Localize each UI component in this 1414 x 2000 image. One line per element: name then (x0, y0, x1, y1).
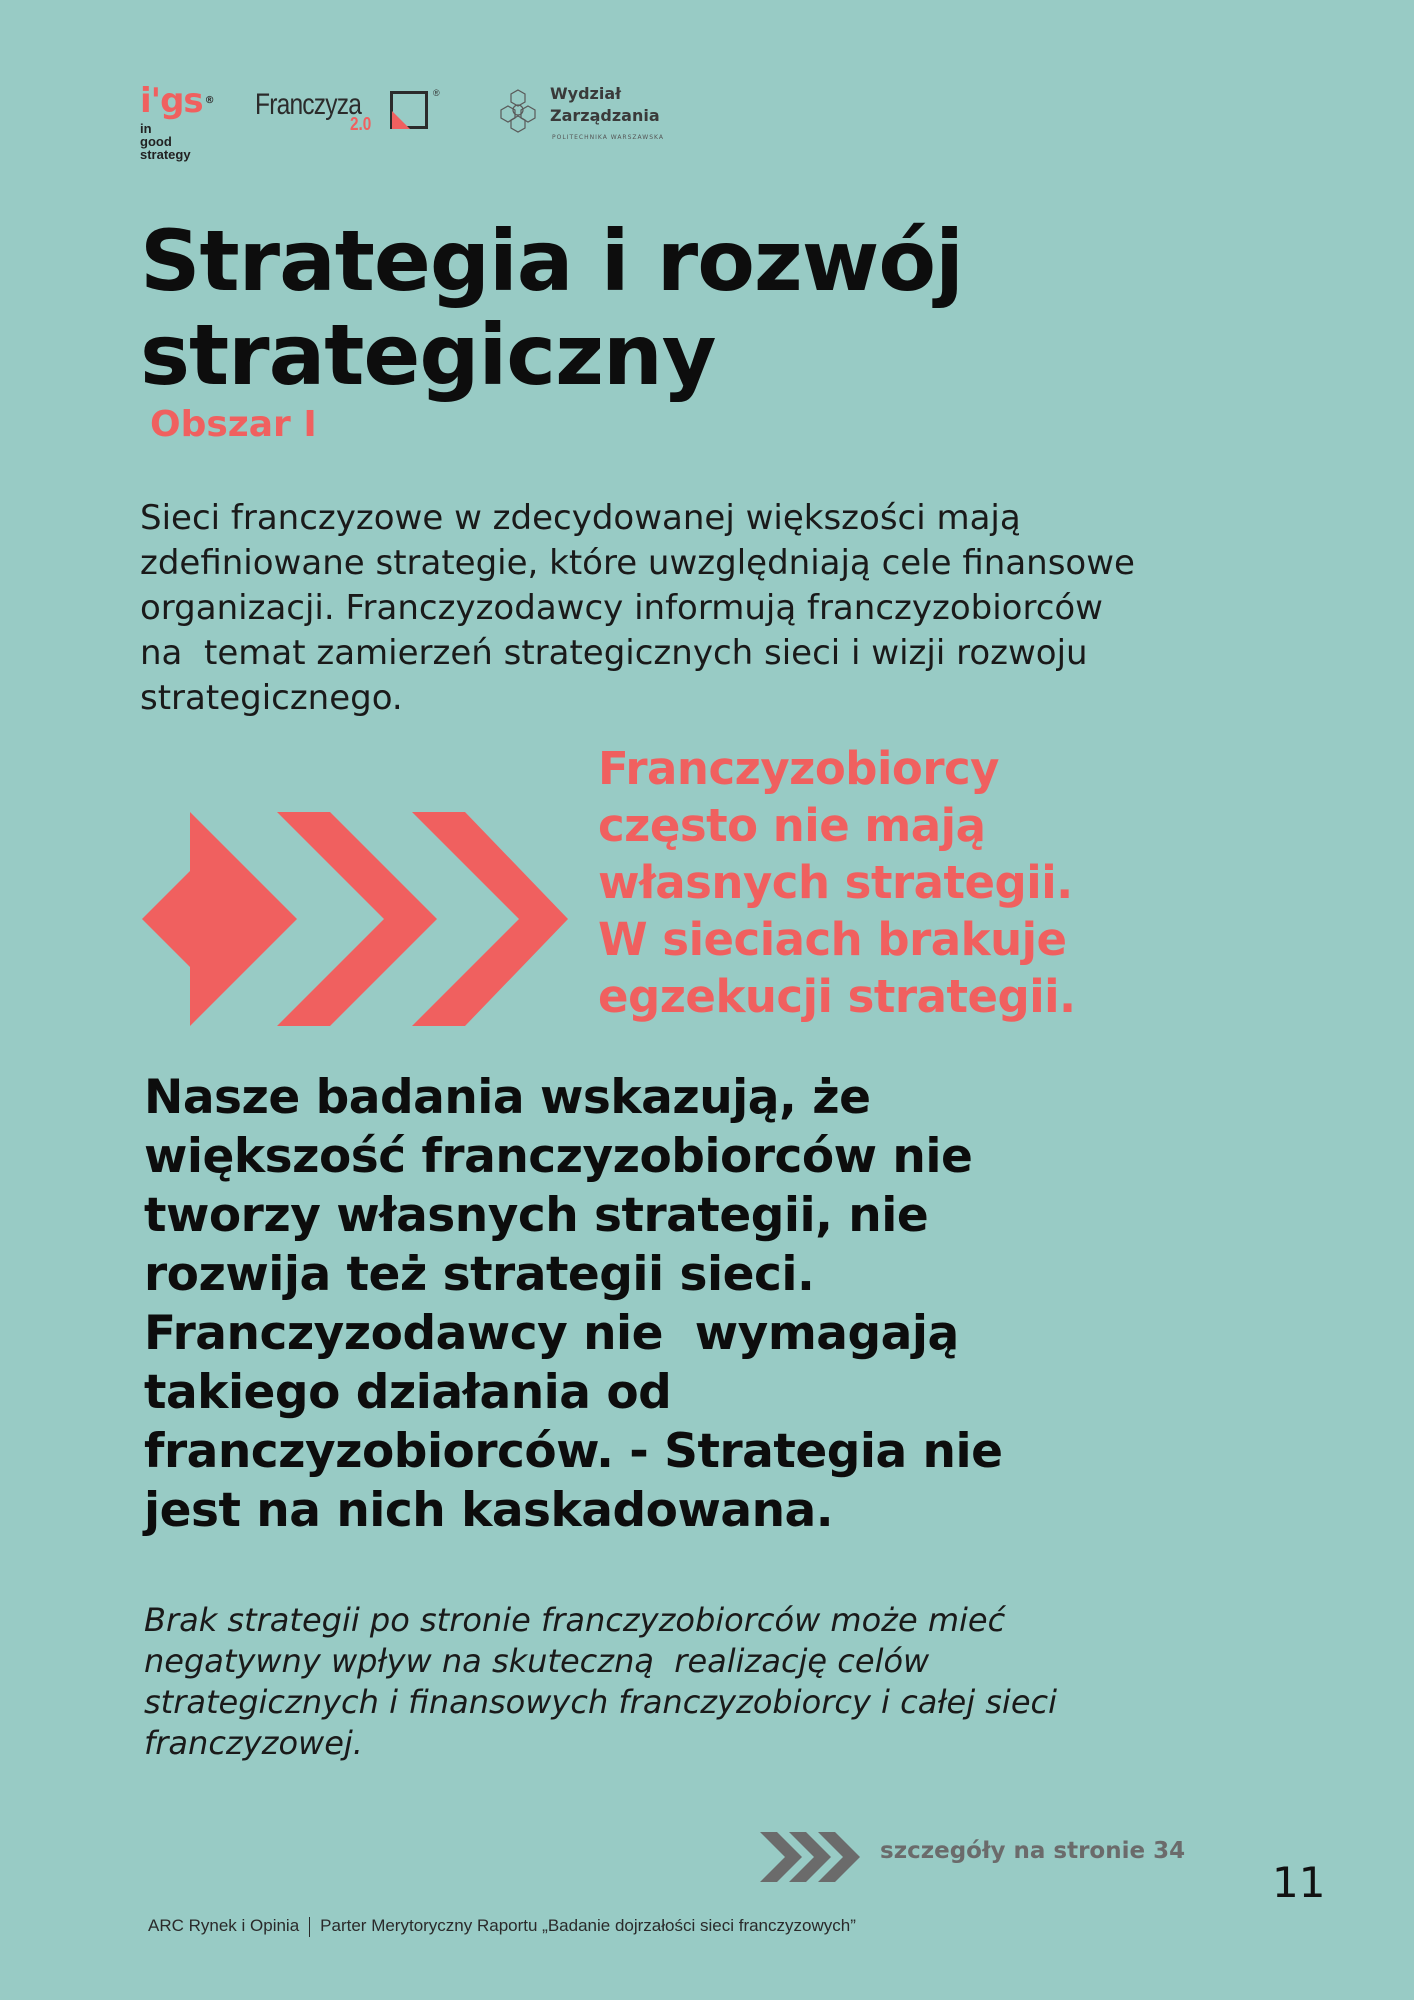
statement-line: rozwija też strategii sieci. (144, 1247, 815, 1302)
intro-line: zdefiniowane strategie, które uwzględniają cele finansowe (140, 543, 1135, 583)
franczyza-logo-version: 2.0 (350, 114, 372, 134)
chevron-right-icon (277, 812, 437, 1026)
highlight-line: W sieciach brakuje (598, 913, 1067, 966)
highlight-line: własnych strategii. (598, 856, 1073, 909)
section-subtitle: Obszar I (150, 404, 317, 445)
intro-line: Sieci franczyzowe w zdecydowanej większości mają (140, 498, 1021, 538)
footer (148, 1916, 856, 1937)
note-line: strategicznych i finansowych franczyzobiorcy i całej sieci (144, 1683, 1057, 1721)
intro-line: na temat zamierzeń strategicznych sieci i wizji rozwoju (140, 633, 1088, 673)
chevrons-graphic (142, 812, 568, 1026)
note-line: franczyzowej. (144, 1724, 363, 1762)
franczyza-logo-triangle-icon (392, 111, 410, 129)
igs-logo-tagline: in good strategy (140, 121, 191, 162)
wydzial-logo-line2: Zarządzania (550, 106, 660, 125)
hexagon-emblem-icon (494, 86, 542, 134)
highlight-line: egzekucji strategii. (598, 970, 1076, 1023)
footer-left: ARC Rynek i Opinia (148, 1916, 300, 1935)
statement-line: większość franczyzobiorców nie (144, 1129, 973, 1184)
page-title-line1: Strategia i rozwój (140, 212, 963, 310)
footer-divider (309, 1917, 310, 1937)
statement-line: takiego działania od (144, 1365, 672, 1420)
page-title (140, 214, 1300, 402)
highlight-quote (598, 740, 1338, 1025)
page-title-line2: strategiczny (140, 306, 716, 404)
highlight-line: Franczyzobiorcy (598, 742, 1000, 795)
note-line: Brak strategii po stronie franczyzobiorców może mieć (144, 1601, 1006, 1639)
wydzial-logo-line1: Wydział (550, 84, 622, 103)
franczyza-logo-registered: ® (433, 88, 440, 98)
statement-line: Franczyzodawcy nie wymagają (144, 1306, 959, 1361)
footer-right: Parter Merytoryczny Raportu „Badanie dojrzałości sieci franczyzowych” (320, 1916, 856, 1935)
franczyza-logo-name: Franczyza (255, 88, 362, 121)
note-line: negatywny wpływ na skuteczną realizację celów (144, 1642, 930, 1680)
statement-line: jest na nich kaskadowana. (144, 1483, 834, 1538)
page-number: 11 (1272, 1858, 1326, 1907)
statement-line: tworzy własnych strategii, nie (144, 1188, 929, 1243)
details-link[interactable]: szczegóły na stronie 34 (880, 1838, 1186, 1864)
statement-line: Nasze badania wskazują, że (144, 1070, 871, 1125)
italic-note (144, 1600, 1324, 1764)
statement-line: franczyzobiorców. - Strategia nie (144, 1424, 1003, 1479)
igs-logo (140, 81, 214, 162)
intro-line: organizacji. Franczyzodawcy informują franczyzobiorców (140, 588, 1103, 628)
igs-logo-mark: i'gs ® (140, 81, 214, 121)
highlight-line: często nie mają (598, 799, 986, 852)
details-chevrons-icon[interactable] (760, 1832, 860, 1882)
key-finding-statement (144, 1068, 1324, 1540)
intro-paragraph (140, 496, 1300, 721)
wydzial-logo-line3: POLITECHNIKA WARSZAWSKA (552, 134, 664, 141)
intro-line: strategicznego. (140, 678, 403, 718)
